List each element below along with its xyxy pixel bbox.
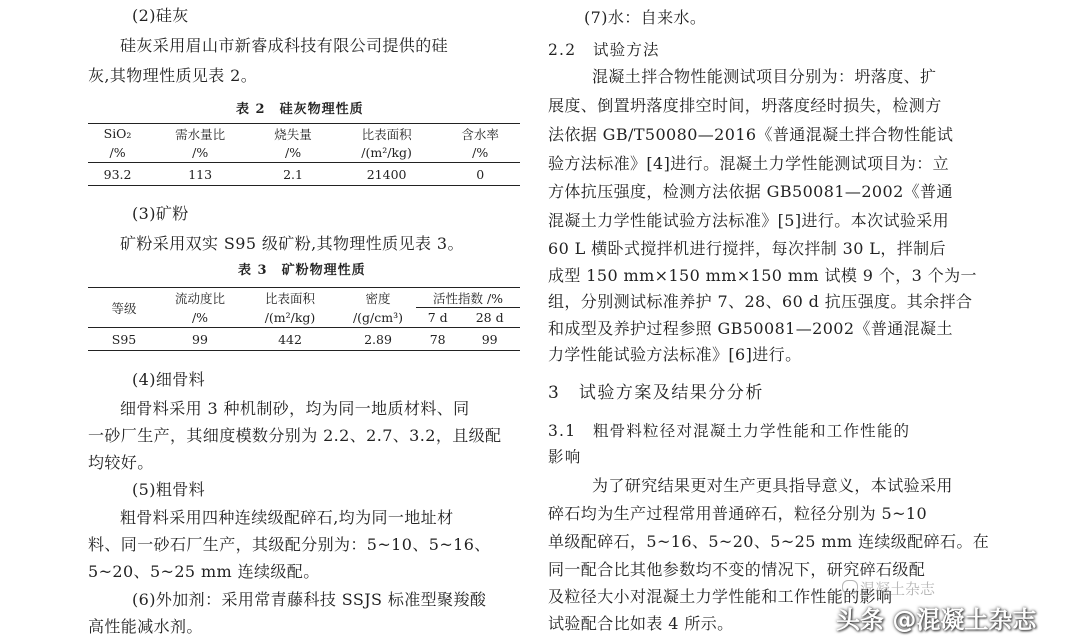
section-3-1-line: 为了研究结果更对生产更具指导意义，本试验采用 [592,476,953,495]
section-3-1-heading: 3.1 粗骨料粒径对混凝土力学性能和工作性能的 [548,422,911,440]
method-paragraph-line: 和成型及养护过程参照 GB50081—2002《普通混凝土 [548,319,953,338]
section-3-1-line: 同一配合比其他参数均不变的情况下，研究碎石级配 [548,560,926,579]
table2 [88,123,520,186]
table2-cell: 93.2 [88,163,147,186]
method-paragraph-line: 成型 150 mm×150 mm×150 mm 试模 9 个，3 个为一 [548,266,977,285]
watermark-small: 混凝土杂志 [860,580,936,598]
water-line: (7)水：自来水。 [584,8,707,27]
slag-heading: (3)矿粉 [132,204,189,223]
table2-header-unit: /% [88,143,147,163]
table2-header-unit: /(m²/kg) [333,143,440,163]
table3-header: 比表面积 [264,290,315,306]
table2-cell: 21400 [333,163,440,186]
table2-header-unit: /% [440,143,520,163]
table3 [88,287,520,351]
fine-aggregate-line: 一砂厂生产，其细度模数分别为 2.2、2.7、3.2，且级配 [88,426,502,445]
table2-header-unit: /% [147,143,253,163]
table2-cell: 2.1 [253,163,333,186]
coarse-aggregate-line: 粗骨料采用四种连续级配碎石,均为同一地址材 [120,508,454,527]
table3-cell: 442 [240,328,340,351]
table-row [88,328,520,351]
silica-paragraph-line: 硅灰采用眉山市新睿成科技有限公司提供的硅 [120,36,449,55]
section-3-1-line: 单级配碎石，5~16、5~20、5~25 mm 连续级配碎石。在 [548,532,990,551]
table3-cell: 99 [459,328,520,351]
method-paragraph-line: 力学性能试验方法标准》[6]进行。 [548,345,802,364]
fine-aggregate-heading: (4)细骨料 [132,370,206,389]
method-paragraph-line: 混凝土力学性能试验方法标准》[5]进行。本次试验采用 [548,211,950,230]
method-paragraph-line: 方体抗压强度，检测方法依据 GB50081—2002《普通 [548,182,953,201]
table3-caption: 表 3 矿粉物理性质 [238,263,366,278]
coarse-aggregate-line: 5~20、5~25 mm 连续级配。 [88,562,320,581]
admixture-line: 高性能减水剂。 [88,617,203,636]
table3-header-unit: /% [160,308,240,328]
method-paragraph-line: 验方法标准》[4]进行。混凝土力学性能测试项目为：立 [548,154,950,173]
table3-cell: 99 [160,328,240,351]
admixture-line: (6)外加剂：采用常青藤科技 SSJS 标准型聚羧酸 [132,590,487,609]
method-paragraph-line: 法依据 GB/T50080—2016《普通混凝土拌合物性能试 [548,125,954,144]
section-2-2-heading: 2.2 试验方法 [548,41,660,59]
method-paragraph-line: 组，分别测试标准养护 7、28、60 d 抗压强度。其余拌合 [548,292,973,311]
method-paragraph-line: 60 L 横卧式搅拌机进行搅拌，每次拌制 30 L，拌制后 [548,239,946,258]
coarse-aggregate-heading: (5)粗骨料 [132,480,206,499]
table2-cell: 113 [147,163,253,186]
section-3-1-heading: 影响 [548,448,582,466]
table2-header: 烧失量 [274,126,312,142]
table3-cell: 78 [416,328,459,351]
fine-aggregate-line: 均较好。 [88,453,154,472]
silica-heading: (2)硅灰 [132,6,189,25]
table2-header: SiO₂ [103,126,132,141]
table2-cell: 0 [440,163,520,186]
table3-header: 28 d [459,308,520,328]
section-3-heading: 3 试验方案及结果分分析 [548,383,764,403]
coarse-aggregate-line: 料、同一砂石厂生产，其级配分别为：5~10、5~16、 [88,535,491,554]
section-3-1-line: 及粒径大小对混凝土力学性能和工作性能的影响 [548,587,893,606]
table3-header-unit: /(g/cm³) [340,308,416,328]
fine-aggregate-line: 细骨料采用 3 种机制砂，均为同一地质材料、同 [120,399,470,418]
watermark-main: 头条 @混凝土杂志 [836,606,1037,634]
table3-cell: S95 [88,328,160,351]
silica-paragraph-line: 灰,其物理性质见表 2。 [88,66,258,85]
table2-header: 需水量比 [175,126,226,142]
table3-header: 7 d [416,308,459,328]
table-row [88,163,520,186]
table3-header: 活性指数 /% [416,288,520,308]
section-3-1-line: 碎石均为生产过程常用普通碎石，粒径分别为 5~10 [548,504,928,523]
method-paragraph-line: 展度、倒置坍落度排空时间，坍落度经时损失，检测方 [548,96,942,115]
table3-cell: 2.89 [340,328,416,351]
table2-header: 含水率 [461,126,499,142]
table3-header-unit: /(m²/kg) [240,308,340,328]
section-3-1-line: 试验配合比如表 4 所示。 [548,614,734,633]
table2-caption: 表 2 硅灰物理性质 [236,102,364,117]
slag-paragraph-line: 矿粉采用双实 S95 级矿粉,其物理性质见表 3。 [120,234,464,253]
method-paragraph-line: 混凝土拌合物性能测试项目分别为：坍落度、扩 [592,67,937,86]
table2-header-unit: /% [253,143,333,163]
wechat-icon [842,580,858,594]
table2-header: 比表面积 [361,126,412,142]
table3-header: 等级 [88,288,160,328]
table3-header: 流动度比 [174,290,225,306]
table3-header: 密度 [365,290,391,306]
